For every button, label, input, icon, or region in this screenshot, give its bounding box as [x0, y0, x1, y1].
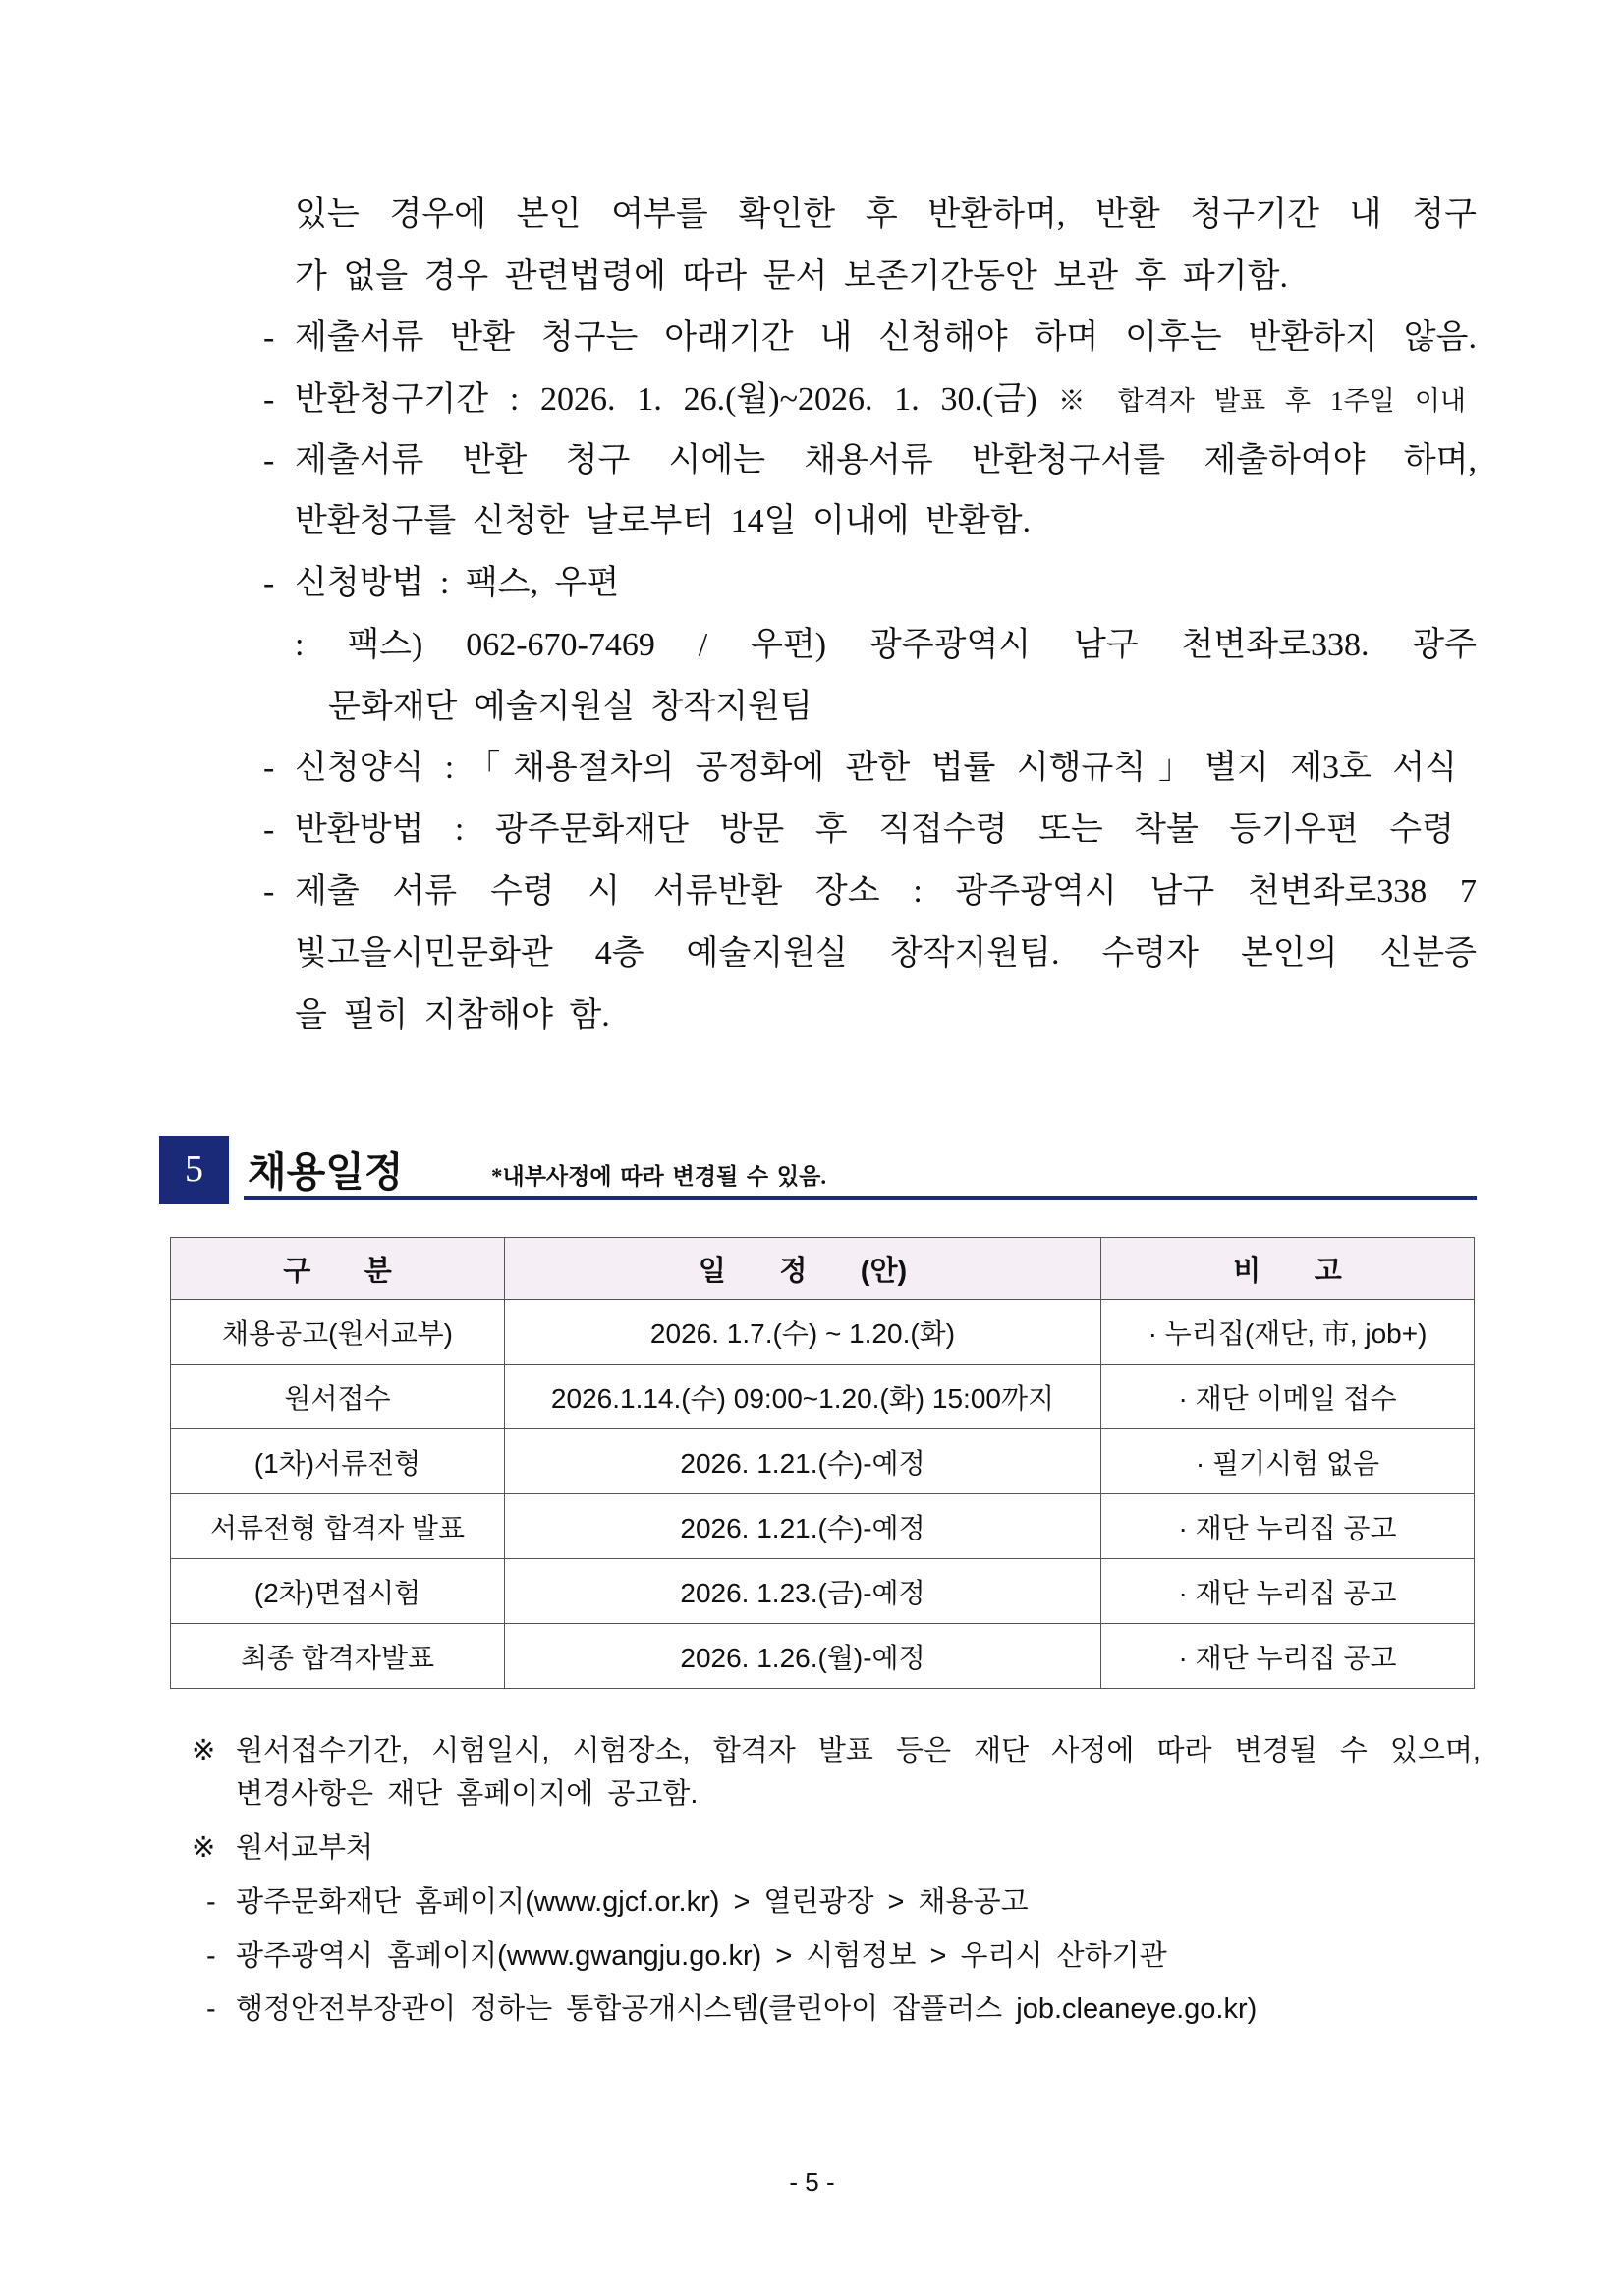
return-request-form-rule-continuation: 반환청구를 신청한 날로부터 14일 이내에 반환함. — [295, 503, 1032, 539]
cell-schedule: 2026. 1.23.(금)-예정 — [505, 1559, 1101, 1624]
bullet-dash: - — [263, 812, 275, 848]
distribution-item: 광주광역시 홈페이지(www.gwangju.go.kr) > 시험정보 > 우리시 산하기관 — [236, 1940, 1167, 1972]
return-request-rule: 제출서류 반환 청구는 아래기간 내 신청해야 하며 이후는 반환하지 않음. — [295, 319, 1477, 356]
distribution-item: 행정안전부장관이 정하는 통합공개시스템(클린아이 잡플러스 job.cleaneye.go.kr) — [236, 1993, 1258, 2025]
application-form: 신청양식 :「채용절차의 공정화에 관한 법률 시행규칙」별지 제3호 서식 — [295, 750, 1457, 786]
return-period-text: 반환청구기간 : 2026. 1. 26.(월)~2026. 1. 30.(금) — [295, 381, 1037, 418]
return-period-note: ※ 합격자 발표 후 1주일 이내 — [1058, 386, 1466, 416]
table-row — [171, 1559, 1475, 1624]
cell-category: 채용공고(원서교부) — [171, 1300, 505, 1365]
section-title: 채용일정 — [248, 1149, 404, 1195]
cell-remark: · 재단 누리집 공고 — [1101, 1624, 1475, 1689]
cell-category: 서류전형 합격자 발표 — [171, 1494, 505, 1559]
bullet-dash: - — [263, 873, 275, 910]
section-number-badge: 5 — [159, 1136, 229, 1204]
return-location-continuation-1: 빛고을시민문화관 4층 예술지원실 창작지원팀. 수령자 본인의 신분증 — [295, 935, 1477, 972]
intro-line-1: 있는 경우에 본인 여부를 확인한 후 반환하며, 반환 청구기간 내 청구 — [295, 196, 1477, 233]
return-location: 제출 서류 수령 시 서류반환 장소 : 광주광역시 남구 천변좌로338 7 — [295, 873, 1477, 910]
change-notice-line-2: 변경사항은 재단 홈페이지에 공고함. — [236, 1778, 699, 1810]
change-notice-line-1: 원서접수기간, 시험일시, 시험장소, 합격자 발표 등은 재단 사정에 따라 변경될 수 있으며, — [236, 1735, 1481, 1766]
bullet-dash: - — [263, 319, 275, 356]
cell-schedule: 2026. 1.21.(수)-예정 — [505, 1429, 1101, 1494]
return-request-form-rule: 제출서류 반환 청구 시에는 채용서류 반환청구서를 제출하여야 하며, — [295, 442, 1477, 478]
distribution-item: 광주문화재단 홈페이지(www.gjcf.or.kr) > 열린광장 > 채용공고 — [236, 1886, 1029, 1918]
table-header-row — [171, 1238, 1475, 1300]
return-location-continuation-2: 을 필히 지참해야 함. — [295, 997, 610, 1034]
cell-remark: · 누리집(재단, 市, job+) — [1101, 1300, 1475, 1365]
table-header-category: 구 분 — [171, 1238, 505, 1300]
bullet-dash: - — [263, 442, 275, 478]
cell-category: 원서접수 — [171, 1365, 505, 1429]
cell-category: 최종 합격자발표 — [171, 1624, 505, 1689]
reference-mark: ※ — [192, 1832, 216, 1864]
cell-remark: · 재단 누리집 공고 — [1101, 1494, 1475, 1559]
cell-schedule: 2026. 1.7.(수) ~ 1.20.(화) — [505, 1300, 1101, 1365]
section-note: *내부사정에 따라 변경될 수 있음. — [491, 1164, 827, 1189]
page-number: - 5 - — [789, 2167, 835, 2197]
bullet-dash: - — [263, 565, 275, 601]
application-method: 신청방법 : 팩스, 우편 — [295, 565, 620, 601]
bullet-dash: - — [206, 1940, 216, 1972]
cell-category: (2차)면접시험 — [171, 1559, 505, 1624]
application-method-detail-1: : 팩스) 062-670-7469 / 우편) 광주광역시 남구 천변좌로338. 광주 — [295, 627, 1477, 663]
cell-schedule: 2026. 1.26.(월)-예정 — [505, 1624, 1101, 1689]
cell-schedule: 2026. 1.21.(수)-예정 — [505, 1494, 1101, 1559]
table-header-schedule: 일 정 (안) — [505, 1238, 1101, 1300]
table-row — [171, 1300, 1475, 1365]
cell-remark: · 재단 이메일 접수 — [1101, 1365, 1475, 1429]
application-method-detail-2: 문화재단 예술지원실 창작지원팀 — [328, 689, 812, 725]
section-underline — [244, 1196, 1477, 1200]
cell-remark: · 재단 누리집 공고 — [1101, 1559, 1475, 1624]
cell-remark: · 필기시험 없음 — [1101, 1429, 1475, 1494]
bullet-dash: - — [206, 1886, 216, 1918]
bullet-dash: - — [263, 381, 275, 418]
return-method: 반환방법 : 광주문화재단 방문 후 직접수령 또는 착불 등기우편 수령 — [295, 812, 1454, 848]
table-row — [171, 1494, 1475, 1559]
table-row — [171, 1365, 1475, 1429]
cell-category: (1차)서류전형 — [171, 1429, 505, 1494]
table-header-remark: 비 고 — [1101, 1238, 1475, 1300]
distribution-title: 원서교부처 — [236, 1832, 374, 1864]
return-request-period — [295, 368, 1466, 430]
reference-mark: ※ — [192, 1735, 216, 1766]
bullet-dash: - — [206, 1993, 216, 2025]
schedule-table — [170, 1237, 1475, 1689]
cell-schedule: 2026.1.14.(수) 09:00~1.20.(화) 15:00까지 — [505, 1365, 1101, 1429]
table-row — [171, 1624, 1475, 1689]
bullet-dash: - — [263, 750, 275, 786]
table-row — [171, 1429, 1475, 1494]
intro-line-2: 가 없을 경우 관련법령에 따라 문서 보존기간동안 보관 후 파기함. — [295, 258, 1288, 295]
